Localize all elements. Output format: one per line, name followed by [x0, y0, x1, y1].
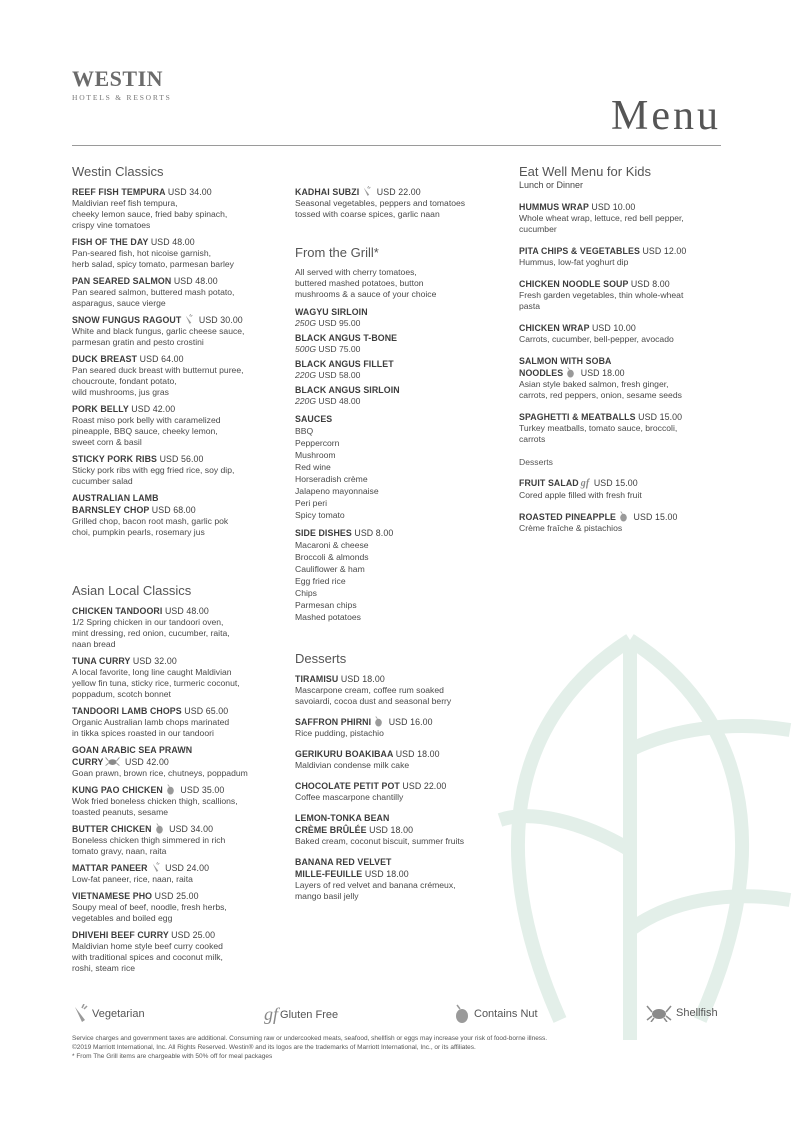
item-description: yellow fin tuna, sticky rice, turmeric coconut, — [72, 678, 240, 688]
item-name-text: REEF FISH TEMPURA — [72, 187, 166, 197]
item-price: USD 68.00 — [151, 505, 196, 515]
item-price: USD 15.00 — [638, 412, 683, 422]
item-name-text: MILLE-FEUILLE — [295, 869, 363, 879]
column-right — [519, 164, 719, 544]
nut-icon — [373, 716, 384, 727]
item-price: USD 58.00 — [316, 370, 361, 380]
item-name — [295, 716, 500, 728]
menu-item — [72, 784, 272, 818]
item-price: USD 48.00 — [164, 606, 209, 616]
item-description: Maldivian condense milk cake — [295, 760, 410, 770]
section-heading: Eat Well Menu for Kids — [519, 164, 651, 179]
sauce-item: Peppercorn — [295, 438, 340, 448]
brand-tagline: HOTELS & RESORTS — [72, 93, 172, 102]
footer-line: * From The Grill items are chargeable with 50% off for meal packages — [72, 1053, 273, 1060]
item-description: pasta — [519, 301, 541, 311]
item-price: USD 10.00 — [591, 202, 636, 212]
item-description: Turkey meatballs, tomato sauce, broccoli, — [519, 423, 678, 433]
grill-list — [295, 306, 500, 407]
sauce-item: BBQ — [295, 426, 314, 436]
item-description: herb salad, spicy tomato, parmesan barley — [72, 259, 234, 269]
item-description: Sticky pork ribs with egg fried rice, soy dip, — [72, 465, 235, 475]
item-price: USD 48.00 — [173, 276, 218, 286]
item-name — [519, 278, 719, 290]
side-dish-item: Egg fried rice — [295, 576, 346, 586]
item-name — [72, 453, 272, 465]
item-name-text: SAFFRON PHIRNI — [295, 717, 372, 727]
item-description: Crème fraîche & pistachios — [519, 523, 623, 533]
section-heading: Asian Local Classics — [72, 583, 192, 598]
item-description: carrots, red peppers, onion, sesame seeds — [519, 390, 682, 400]
item-name-text: TANDOORI LAMB CHOPS — [72, 706, 182, 716]
item-name-text: FISH OF THE DAY — [72, 237, 149, 247]
item-name — [295, 856, 500, 868]
vegetarian-icon — [361, 186, 372, 197]
item-name — [72, 605, 272, 617]
kids-desserts-list — [519, 477, 719, 534]
menu-item — [72, 353, 272, 398]
legend-vegetarian: Vegetarian — [72, 1004, 145, 1024]
grill-item — [295, 384, 500, 407]
item-name — [519, 411, 719, 423]
item-name — [72, 504, 272, 516]
grill-item — [295, 358, 500, 381]
item-price: USD 12.00 — [642, 246, 687, 256]
item-name — [519, 201, 719, 213]
item-price: USD 10.00 — [591, 323, 636, 333]
item-price: USD 15.00 — [631, 512, 678, 522]
item-description: Coffee mascarpone chantilly — [295, 792, 404, 802]
item-price: USD 75.00 — [316, 344, 361, 354]
item-price: USD 48.00 — [150, 237, 195, 247]
item-description: Baked cream, coconut biscuit, summer fruits — [295, 836, 465, 846]
sauce-item: Red wine — [295, 462, 331, 472]
item-weight-price — [295, 318, 500, 329]
item-price: USD 8.00 — [630, 279, 670, 289]
item-name-text: NOODLES — [519, 368, 564, 378]
item-name-text: FRUIT SALAD — [519, 478, 579, 488]
vegetarian-icon — [72, 1004, 88, 1024]
sauce-item: Jalapeno mayonnaise — [295, 486, 379, 496]
gluten-free-icon: gf — [264, 1004, 279, 1024]
menu-item — [72, 890, 272, 924]
item-name — [72, 823, 272, 835]
sauce-item: Mushroom — [295, 450, 336, 460]
item-name-text: CHICKEN WRAP — [519, 323, 590, 333]
item-description: naan bread — [72, 639, 116, 649]
item-name — [72, 890, 272, 902]
gluten-free-icon: gf — [580, 478, 590, 489]
item-name — [519, 245, 719, 257]
menu-item — [72, 403, 272, 448]
legend-gluten-free: gf Gluten Free — [264, 1004, 339, 1024]
item-name — [519, 355, 719, 367]
item-description: Soupy meal of beef, noodle, fresh herbs, — [72, 902, 227, 912]
item-name — [72, 353, 272, 365]
item-name — [72, 655, 272, 667]
item-name — [72, 275, 272, 287]
menu-item — [72, 275, 272, 309]
item-name — [72, 186, 272, 198]
column-left — [72, 164, 272, 979]
westin-classics-list — [72, 186, 272, 538]
item-name-text: KADHAI SUBZI — [295, 187, 360, 197]
item-price: USD 34.00 — [166, 824, 214, 834]
item-description: wild mushrooms, jus gras — [72, 387, 169, 397]
item-description: Layers of red velvet and banana crémeux, — [295, 880, 456, 890]
menu-item — [519, 245, 719, 268]
item-description: Asian style baked salmon, fresh ginger, — [519, 379, 669, 389]
item-name-text: AUSTRALIAN LAMB — [72, 493, 159, 503]
item-name — [519, 367, 719, 379]
item-description: cucumber — [519, 224, 557, 234]
side-dish-item: Chips — [295, 588, 317, 598]
item-price: USD 22.00 — [402, 781, 447, 791]
menu-item — [295, 780, 500, 803]
menu-item — [72, 655, 272, 700]
item-name-text: STICKY PORK RIBS — [72, 454, 158, 464]
item-description: choi, pumpkin pearls, rosemary jus — [72, 527, 205, 537]
item-price: USD 64.00 — [139, 354, 184, 364]
item-price: USD 42.00 — [122, 757, 169, 767]
item-description: Wok fried boneless chicken thigh, scallions, — [72, 796, 238, 806]
item-price: USD 16.00 — [386, 717, 433, 727]
brand-name: WESTIN — [72, 66, 164, 91]
item-price: USD 95.00 — [316, 318, 361, 328]
item-name: BLACK ANGUS FILLET — [295, 359, 394, 369]
item-name — [295, 824, 500, 836]
item-description: vegetables and boiled egg — [72, 913, 173, 923]
sauces-list — [295, 425, 500, 521]
nut-icon — [565, 367, 576, 378]
nut-icon — [454, 1004, 470, 1024]
item-description: mango basil jelly — [295, 891, 359, 901]
side-dishes-list — [295, 539, 500, 623]
item-name-text: PITA CHIPS & VEGETABLES — [519, 246, 640, 256]
item-name-text: GERIKURU BOAKIBAA — [295, 749, 394, 759]
sauce-item: Horseradish crème — [295, 474, 368, 484]
menu-item — [295, 673, 500, 707]
item-description: mint dressing, red onion, cucumber, raita, — [72, 628, 230, 638]
item-name — [72, 929, 272, 941]
item-description: Low-fat paneer, rice, naan, raita — [72, 874, 193, 884]
item-description: toasted peanuts, sesame — [72, 807, 169, 817]
item-description: asparagus, sauce vierge — [72, 298, 166, 308]
item-description: Pan seared duck breast with butternut puree, — [72, 365, 244, 375]
item-description: Pan-seared fish, hot nicoise garnish, — [72, 248, 212, 258]
item-description: carrots — [519, 434, 546, 444]
kids-subheading: Lunch or Dinner — [519, 180, 584, 190]
item-description: Grilled chop, bacon root mash, garlic pok — [72, 516, 229, 526]
side-dish-item: Macaroni & cheese — [295, 540, 369, 550]
vegetarian-icon — [150, 862, 161, 873]
item-name — [72, 705, 272, 717]
menu-item — [295, 812, 500, 847]
item-description: Cored apple filled with fresh fruit — [519, 490, 642, 500]
item-price: USD 25.00 — [171, 930, 216, 940]
item-description: Maldivian reef fish tempura, — [72, 198, 178, 208]
item-price: USD 15.00 — [593, 478, 638, 488]
item-name — [72, 784, 272, 796]
legend-shellfish: Shellfish — [646, 1004, 718, 1022]
item-weight: 500G — [295, 344, 317, 354]
item-description: tomato gravy, naan, raita — [72, 846, 167, 856]
item-name: BLACK ANGUS T-BONE — [295, 333, 398, 343]
footer-line: Service charges and government taxes are additional. Consuming raw or undercooked meats, seafood, shellfish or eggs may increase your risk of food-borne illness. — [72, 1035, 548, 1042]
item-name — [72, 756, 272, 768]
grill-item — [295, 306, 500, 329]
item-name-text: VIETNAMESE PHO — [72, 891, 153, 901]
menu-item — [72, 744, 272, 779]
item-weight-price — [295, 370, 500, 381]
footer-notes — [72, 1034, 732, 1061]
item-name-text: LEMON-TONKA BEAN — [295, 813, 390, 823]
item-name — [72, 492, 272, 504]
menu-item — [72, 862, 272, 885]
item-name-text: BUTTER CHICKEN — [72, 824, 152, 834]
shellfish-icon — [646, 1004, 672, 1022]
item-price: USD 22.00 — [374, 187, 421, 197]
item-name-text: CHICKEN TANDOORI — [72, 606, 163, 616]
menu-item — [519, 355, 719, 401]
item-name — [295, 186, 500, 198]
item-name-text: CRÈME BRÛLÉE — [295, 825, 367, 835]
section-heading: From the Grill* — [295, 245, 379, 260]
item-description: savoiardi, cocoa dust and seasonal berry — [295, 696, 452, 706]
item-price: USD 18.00 — [395, 749, 440, 759]
item-name-text: HUMMUS WRAP — [519, 202, 589, 212]
item-description: Organic Australian lamb chops marinated — [72, 717, 230, 727]
item-name — [295, 748, 500, 760]
item-description: Goan prawn, brown rice, chutneys, poppadum — [72, 768, 248, 778]
menu-item — [295, 186, 500, 220]
allergen-legend — [72, 1004, 722, 1028]
sauce-item: Peri peri — [295, 498, 327, 508]
item-description: roshi, steam rice — [72, 963, 136, 973]
item-name — [295, 673, 500, 685]
menu-item — [519, 201, 719, 235]
item-price: USD 56.00 — [159, 454, 204, 464]
side-dish-item: Mashed potatoes — [295, 612, 361, 622]
item-description: crispy vine tomatoes — [72, 220, 151, 230]
item-price: USD 18.00 — [340, 674, 385, 684]
item-description: Pan seared salmon, buttered mash potato, — [72, 287, 235, 297]
menu-item — [295, 716, 500, 739]
side-dishes-heading: SIDE DISHES USD 8.00 — [295, 528, 394, 538]
item-name-text: CHOCOLATE PETIT POT — [295, 781, 400, 791]
menu-item — [72, 453, 272, 487]
side-dish-item: Parmesan chips — [295, 600, 357, 610]
item-price: USD 18.00 — [578, 368, 625, 378]
item-price: USD 34.00 — [167, 187, 212, 197]
legend-nut: Contains Nut — [454, 1004, 538, 1024]
kids-desserts-label: Desserts — [519, 457, 553, 467]
menu-item — [295, 856, 500, 902]
item-price: USD 32.00 — [132, 656, 177, 666]
grill-intro-line: mushrooms & a sauce of your choice — [295, 289, 437, 299]
side-dish-item: Broccoli & almonds — [295, 552, 369, 562]
item-name — [519, 477, 719, 490]
item-description: A local favorite, long line caught Maldivian — [72, 667, 232, 677]
sauces-heading: SAUCES — [295, 414, 333, 424]
item-name — [72, 403, 272, 415]
item-description: Whole wheat wrap, lettuce, red bell pepper, — [519, 213, 684, 223]
column-middle — [295, 164, 500, 911]
grill-intro-line: buttered mashed potatoes, button — [295, 278, 424, 288]
item-name — [295, 780, 500, 792]
nut-icon — [154, 823, 165, 834]
menu-item — [295, 748, 500, 771]
item-description: Seasonal vegetables, peppers and tomatoes — [295, 198, 466, 208]
item-name — [295, 812, 500, 824]
page-title: Menu — [611, 93, 721, 139]
shellfish-icon — [105, 756, 120, 767]
item-weight: 220G — [295, 396, 317, 406]
item-name-text: MATTAR PANEER — [72, 863, 148, 873]
menu-item — [519, 511, 719, 534]
item-price: USD 24.00 — [162, 863, 210, 873]
menu-item — [72, 314, 272, 348]
vegetarian-icon — [183, 314, 194, 325]
asian-classics-list — [72, 605, 272, 974]
menu-item — [72, 605, 272, 650]
item-price: USD 42.00 — [131, 404, 176, 414]
item-name-text: BARNSLEY CHOP — [72, 505, 150, 515]
item-name-text: TUNA CURRY — [72, 656, 131, 666]
menu-item — [519, 322, 719, 345]
item-name — [72, 314, 272, 326]
item-description: Rice pudding, pistachio — [295, 728, 384, 738]
grill-intro — [295, 267, 500, 300]
item-description: Fresh garden vegetables, thin whole-wheat — [519, 290, 684, 300]
item-price: USD 18.00 — [364, 869, 409, 879]
menu-item — [72, 236, 272, 270]
item-description: choucroute, fondant potato, — [72, 376, 177, 386]
menu-item — [72, 929, 272, 974]
menu-item — [519, 477, 719, 501]
item-name-text: PORK BELLY — [72, 404, 129, 414]
item-name — [72, 744, 272, 756]
grill-item — [295, 332, 500, 355]
item-name-text: SALMON WITH SOBA — [519, 356, 612, 366]
item-name: BLACK ANGUS SIRLOIN — [295, 385, 400, 395]
item-price: USD 25.00 — [154, 891, 199, 901]
item-description: Roast miso pork belly with caramelized — [72, 415, 221, 425]
item-name: WAGYU SIRLOIN — [295, 307, 368, 317]
nut-icon — [165, 784, 176, 795]
header-divider — [72, 145, 721, 146]
item-name — [519, 322, 719, 334]
grill-intro-line: All served with cherry tomatoes, — [295, 267, 417, 277]
item-name-text: DUCK BREAST — [72, 354, 138, 364]
item-name-text: BANANA RED VELVET — [295, 857, 392, 867]
item-name-text: SPAGHETTI & MEATBALLS — [519, 412, 636, 422]
kadhai-item — [295, 186, 500, 220]
footer-line: ©2019 Marriott International, Inc. All Rights Reserved. Westin® and its logos are the trademarks of Marriott International, Inc., or its affiliates. — [72, 1044, 476, 1051]
item-description: 1/2 Spring chicken in our tandoori oven, — [72, 617, 224, 627]
item-description: cucumber salad — [72, 476, 133, 486]
item-description: sweet corn & basil — [72, 437, 142, 447]
desserts-list — [295, 673, 500, 902]
menu-item — [72, 186, 272, 231]
item-name — [72, 236, 272, 248]
item-name-text: CHICKEN NOODLE SOUP — [519, 279, 629, 289]
item-description: pineapple, BBQ sauce, cheeky lemon, — [72, 426, 218, 436]
item-name-text: TIRAMISU — [295, 674, 339, 684]
westin-logo — [72, 68, 172, 102]
item-price: USD 35.00 — [177, 785, 225, 795]
item-price: USD 65.00 — [184, 706, 229, 716]
item-name-text: PAN SEARED SALMON — [72, 276, 172, 286]
item-name — [72, 862, 272, 874]
item-price: USD 18.00 — [369, 825, 414, 835]
nut-icon — [618, 511, 629, 522]
item-description: tossed with coarse spices, garlic naan — [295, 209, 440, 219]
item-description: parmesan gratin and pesto crostini — [72, 337, 204, 347]
item-description: Hummus, low-fat yoghurt dip — [519, 257, 629, 267]
section-heading: Desserts — [295, 651, 347, 666]
item-name-text: GOAN ARABIC SEA PRAWN — [72, 745, 193, 755]
item-description: with traditional spices and coconut milk, — [72, 952, 223, 962]
kids-list — [519, 201, 719, 445]
item-description: Boneless chicken thigh simmered in rich — [72, 835, 226, 845]
item-name-text: CURRY — [72, 757, 104, 767]
sauce-item: Spicy tomato — [295, 510, 345, 520]
item-weight-price — [295, 396, 500, 407]
item-name-text: SNOW FUNGUS RAGOUT — [72, 315, 182, 325]
menu-item — [72, 492, 272, 538]
item-description: Mascarpone cream, coffee rum soaked — [295, 685, 444, 695]
item-name-text: ROASTED PINEAPPLE — [519, 512, 617, 522]
menu-item — [519, 411, 719, 445]
item-description: Maldivian home style beef curry cooked — [72, 941, 223, 951]
item-weight-price — [295, 344, 500, 355]
item-price: USD 48.00 — [316, 396, 361, 406]
section-heading: Westin Classics — [72, 164, 164, 179]
item-description: poppadum, scotch bonnet — [72, 689, 171, 699]
item-description: cheeky lemon sauce, fried baby spinach, — [72, 209, 228, 219]
menu-item — [72, 823, 272, 857]
item-description: in tikka spices roasted in our tandoori — [72, 728, 214, 738]
item-weight: 220G — [295, 370, 317, 380]
menu-item — [72, 705, 272, 739]
item-weight: 250G — [295, 318, 317, 328]
item-name-text: DHIVEHI BEEF CURRY — [72, 930, 169, 940]
menu-item — [519, 278, 719, 312]
item-name — [295, 868, 500, 880]
item-description: Carrots, cucumber, bell-pepper, avocado — [519, 334, 674, 344]
item-description: White and black fungus, garlic cheese sauce, — [72, 326, 245, 336]
item-name — [519, 511, 719, 523]
item-price: USD 30.00 — [196, 315, 243, 325]
item-name-text: KUNG PAO CHICKEN — [72, 785, 163, 795]
side-dish-item: Cauliflower & ham — [295, 564, 365, 574]
